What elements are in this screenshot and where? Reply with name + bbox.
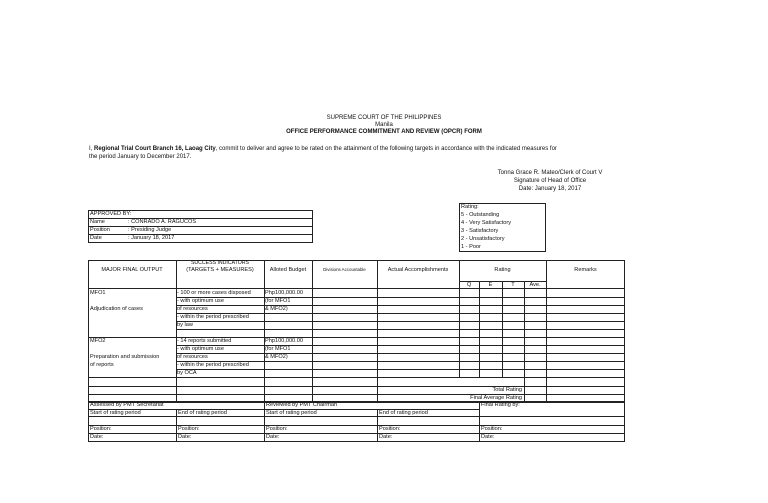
- column-divider: [377, 260, 378, 402]
- header-ave: Ave.: [529, 282, 541, 288]
- date-label: Date:: [379, 434, 393, 440]
- approver-position: : Presiding Judge: [128, 227, 172, 233]
- end-period-label: End of rating period: [379, 410, 428, 416]
- position-label: Position:: [90, 426, 112, 432]
- position-label: Position:: [379, 426, 401, 432]
- mfo2-code: MFO2: [90, 338, 106, 344]
- column-divider: [546, 260, 547, 402]
- date-label: Date:: [266, 434, 280, 440]
- header-actual-accomplishments: Actual Accomplishments: [387, 267, 449, 273]
- mfo1-indicator: - with optimum use: [177, 298, 224, 304]
- end-period-label: End of rating period: [178, 410, 227, 416]
- mfo1-indicator: - 100 or more cases disposed: [177, 290, 251, 296]
- commitment-period: the period January to December 2017.: [89, 154, 192, 160]
- total-rating-label: Total Rating: [492, 387, 522, 393]
- row-line: [176, 297, 625, 298]
- approval-divider: [88, 218, 313, 219]
- court-name: SUPREME COURT OF THE PHILIPPINES: [326, 115, 442, 121]
- header-alloted-budget: Alloted Budget: [269, 267, 307, 273]
- row-line: [88, 377, 625, 378]
- rating-legend-item: 5 - Outstanding: [461, 212, 500, 218]
- row-line: [88, 394, 625, 395]
- court-location: Manila: [375, 122, 393, 128]
- row-line: [176, 353, 625, 354]
- signature-column-divider: [479, 402, 480, 442]
- column-divider: [312, 260, 313, 402]
- rating-legend-title: Rating:: [461, 204, 479, 210]
- date-label: Date:: [90, 434, 104, 440]
- start-period-label: Start of rating period: [90, 410, 141, 416]
- header-q: Q: [466, 282, 472, 288]
- final-rating-by-label: Final Rating by:: [481, 402, 520, 408]
- position-label: Position:: [266, 426, 288, 432]
- header-targets-measures: (TARGETS + MEASURES): [186, 267, 254, 273]
- row-line: [176, 305, 625, 306]
- mfo2-indicator: - with optimum use: [177, 346, 224, 352]
- commitment-office: Regional Trial Court Branch 16, Laoag City: [94, 146, 216, 152]
- mfo1-budget-note: & MFO2): [265, 306, 288, 312]
- mfo1-budget: Php100,000.00: [265, 290, 303, 296]
- signatory-name: Tonna Grace R. Mateo/Clerk of Court V: [497, 170, 603, 176]
- row-line: [176, 369, 625, 370]
- row-line: [176, 345, 625, 346]
- position-label: Position:: [481, 426, 503, 432]
- signature-row-line: [88, 425, 625, 426]
- mfo2-indicator: - within the period prescribed: [177, 362, 249, 368]
- mfo2-indicator: - 14 reports submitted: [177, 338, 232, 344]
- header-mfo: MAJOR FINAL OUTPUT: [101, 267, 163, 273]
- mfo1-indicator: of resources: [177, 306, 208, 312]
- column-divider: [524, 377, 525, 402]
- approval-date: : January 18, 2017: [128, 235, 175, 241]
- mfo2-name: Preparation and submission: [90, 354, 160, 360]
- mfo1-name: Adjudication of cases: [90, 306, 143, 312]
- header-success-indicators: SUCCESS INDICATORS: [190, 260, 250, 266]
- approver-position-label: Position: [90, 227, 110, 233]
- commitment-prefix: I,: [89, 146, 95, 152]
- signatory-title: Signature of Head of Office: [513, 178, 587, 184]
- approver-name: : CONRADO A. RAGUCOS: [128, 219, 197, 225]
- column-divider: [264, 260, 265, 402]
- position-label: Position:: [178, 426, 200, 432]
- row-line: [88, 386, 625, 387]
- signature-grid: [88, 402, 625, 442]
- mfo2-budget: Php100,000.00: [265, 338, 303, 344]
- mfo-separator: [88, 337, 625, 338]
- header-divisions-accountable: Divisions Accountable: [323, 267, 366, 272]
- mfo2-name: of reports: [90, 362, 114, 368]
- commitment-statement: [89, 146, 557, 152]
- signature-column-divider: [264, 402, 265, 442]
- signature-row-line: [88, 433, 625, 434]
- signature-row-line: [88, 416, 625, 417]
- mfo1-indicator: - within the period prescribed: [177, 314, 249, 320]
- assessed-by-label: Assessed by PMT Secretariat: [90, 402, 164, 408]
- mfo1-indicator: by law: [177, 322, 193, 328]
- header-bottom-line: [88, 288, 625, 289]
- header-rating: Rating: [494, 267, 511, 273]
- header-remarks: Remarks: [574, 267, 597, 273]
- row-line: [176, 321, 625, 322]
- rating-legend-item: 4 - Very Satisfactory: [461, 220, 512, 226]
- form-title: OFFICE PERFORMANCE COMMITMENT AND REVIEW (OPCR) FORM: [286, 129, 482, 135]
- mfo2-budget-note: & MFO2): [265, 354, 288, 360]
- header-t: T: [511, 282, 515, 288]
- start-period-label: Start of rating period: [266, 410, 317, 416]
- date-label: Date:: [481, 434, 495, 440]
- header-e: E: [488, 282, 493, 288]
- approval-divider: [88, 234, 313, 235]
- signatory-date: Date: January 18, 2017: [518, 186, 582, 192]
- mfo2-indicator: of resources: [177, 354, 208, 360]
- approval-divider: [88, 226, 313, 227]
- row-line: [176, 329, 625, 330]
- mfo1-code: MFO1: [90, 290, 106, 296]
- column-divider: [176, 260, 177, 402]
- mfo2-indicator: by OCA: [177, 370, 197, 376]
- rating-legend-item: 3 - Satisfactory: [461, 228, 499, 234]
- mfo1-budget-note: (for MFO1: [265, 298, 291, 304]
- approver-name-label: Name: [90, 219, 105, 225]
- reviewed-by-label: Reviewed by PMT Chairman: [266, 402, 338, 408]
- commitment-suffix: , commit to deliver and agree to be rated on the attainment of the following targets in accordance with the indicated measures for: [215, 146, 557, 152]
- date-label: Date:: [178, 434, 192, 440]
- approved-by-label: APPROVED BY:: [90, 211, 132, 217]
- rating-legend-item: 2 - Unsatisfactory: [461, 236, 505, 242]
- final-average-rating-label: Final Average Rating: [470, 395, 522, 401]
- rating-legend-item: 1 - Poor: [461, 244, 481, 250]
- mfo2-budget-note: (for MFO1: [265, 346, 291, 352]
- approval-date-label: Date: [90, 235, 102, 241]
